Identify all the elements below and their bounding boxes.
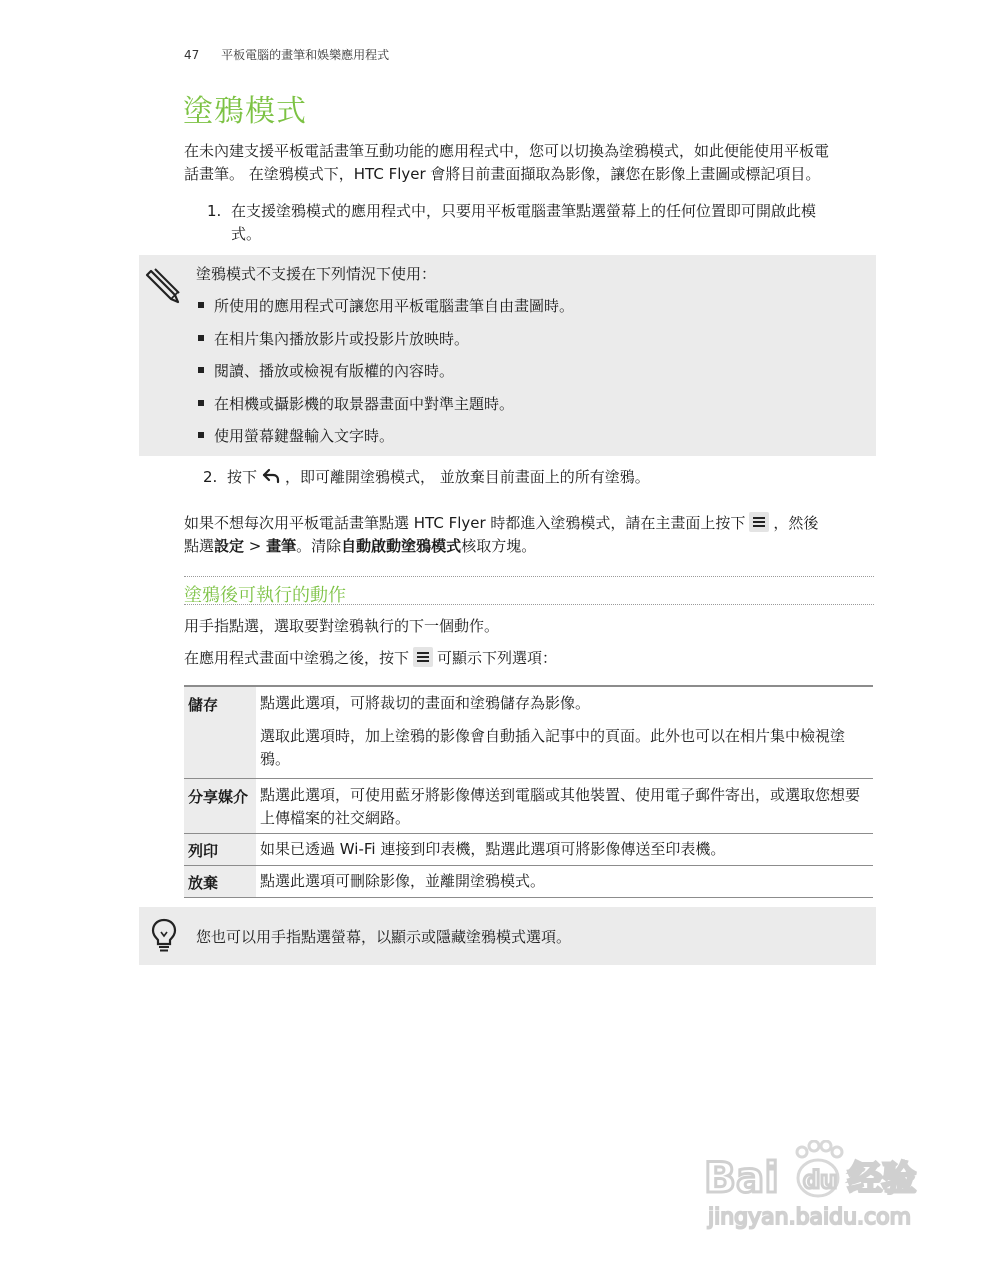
table-row [184,866,873,898]
section-title: 塗鴉後可執行的動作 [184,585,346,606]
section-paragraph-2 [184,647,874,670]
settings-term: 設定 [214,537,245,555]
option-term: 儲存 [184,686,256,779]
bullet-icon [198,302,204,308]
menu-icon [749,512,769,532]
option-term: 分享媒介 [184,779,256,834]
step-2-text-b: ，即可離開塗鴉模式， 並放棄目前畫面上的所有塗鴉。 [285,468,650,486]
baidu-jingyan-watermark [700,1140,940,1230]
list-item-text: 在相片集內播放影片或投影片放映時。 [214,329,470,348]
page-title: 塗鴉模式 [183,94,307,129]
list-item [196,360,574,393]
option-term: 放棄 [184,866,256,898]
page-header [184,46,389,63]
section-p2-text-b: 可顯示下列選項： [437,649,558,667]
list-item-text: 使用螢幕鍵盤輸入文字時。 [214,427,395,445]
pencil-icon [145,265,185,305]
settings-sep: > [244,537,267,555]
svg-text:Bai: Bai [704,1153,779,1202]
list-item [196,425,574,458]
list-item-text: 閱讀、播放或檢視有版權的內容時。 [214,362,455,380]
option-description: 如果已透過 Wi-Fi 連接到印表機，點選此選項可將影像傳送至印表機。 [260,840,726,858]
note-box [139,255,876,456]
settings-text-d: 。清除 [296,537,342,555]
settings-text-e: 核取方塊。 [461,537,537,555]
table-row [184,834,873,866]
step-1 [207,200,872,246]
section-p2-text-a: 在應用程式畫面中塗鴉之後，按下 [184,649,410,667]
settings-paragraph [184,512,874,558]
note-list [196,295,574,458]
page-number: 47 [184,48,200,62]
back-arrow-icon [261,466,281,486]
section-divider-bottom [184,604,874,605]
list-item-text: 在相機或攝影機的取景器畫面中對準主題時。 [214,394,515,413]
menu-icon [413,647,433,667]
settings-text-c: 點選 [184,537,215,555]
option-term: 列印 [184,834,256,866]
list-item [196,295,574,328]
list-item [196,393,574,426]
svg-text:jingyan.baidu.com: jingyan.baidu.com [708,1205,912,1230]
settings-line-1 [184,512,874,535]
list-item [196,328,574,361]
svg-text:du: du [803,1166,838,1194]
option-desc-line: 選取此選項時，加上塗鴉的影像會自動插入記事中的頁面。此外也可以在相片集中檢視塗鴉。 [260,727,846,768]
step-1-line-1: 在支援塗鴉模式的應用程式中，只要用平板電腦畫筆點選螢幕上的任何位置即可開啟此模 [231,202,817,220]
bullet-icon [198,335,204,341]
option-description [256,686,873,779]
chapter-title: 平板電腦的畫筆和娛樂應用程式 [221,48,390,62]
settings-text-a: 如果不想每次用平板電話畫筆點選 HTC Flyer 時都進入塗鴉模式，請在主畫面上按下 [184,514,746,532]
table-row [184,686,873,779]
option-desc-line: 點選此選項，可將裁切的畫面和塗鴉儲存為影像。 [260,694,591,712]
step-number: 2. [203,468,218,486]
option-description: 點選此選項可刪除影像，並離開塗鴉模式。 [260,872,546,890]
table-row [184,779,873,834]
lightbulb-icon [151,918,177,954]
tip-text: 您也可以用手指點選螢幕，以顯示或隱藏塗鴉模式選項。 [196,928,572,946]
section-divider-top [184,576,874,577]
bullet-icon [198,432,204,438]
settings-line-2 [184,535,874,558]
intro-line-2: 話畫筆。 在塗鴉模式下，HTC Flyer 會將目前畫面擷取為影像，讓您在影像上畫圖或標記項目。 [184,165,821,183]
settings-text-b: ，然後 [773,514,819,532]
list-item-text: 所使用的應用程式可讓您用平板電腦畫筆自由畫圖時。 [214,297,575,315]
step-number: 1. [207,202,222,220]
bullet-icon [198,400,204,406]
bullet-icon [198,367,204,373]
auto-doodle-term: 自動啟動塗鴉模式 [341,537,462,555]
section-paragraph-1: 用手指點選，選取要對塗鴉執行的下一個動作。 [184,617,500,635]
option-description: 點選此選項，可使用藍牙將影像傳送到電腦或其他裝置、使用電子郵件寄出，或選取您想要上傳檔案的社交網路。 [260,786,861,827]
tip-box [139,907,876,965]
intro-line-1: 在未內建支援平板電話畫筆互動功能的應用程式中，您可以切換為塗鴉模式，如此便能使用平板電 [184,142,830,160]
options-table [184,685,873,898]
step-1-line-2: 式。 [231,225,262,243]
pen-term: 畫筆 [266,537,297,555]
intro-paragraph [184,140,874,186]
step-2-text-a: 按下 [227,468,258,486]
svg-text:经验: 经验 [848,1159,916,1199]
note-lead: 塗鴉模式不支援在下列情況下使用： [196,265,437,283]
step-2 [203,466,868,489]
